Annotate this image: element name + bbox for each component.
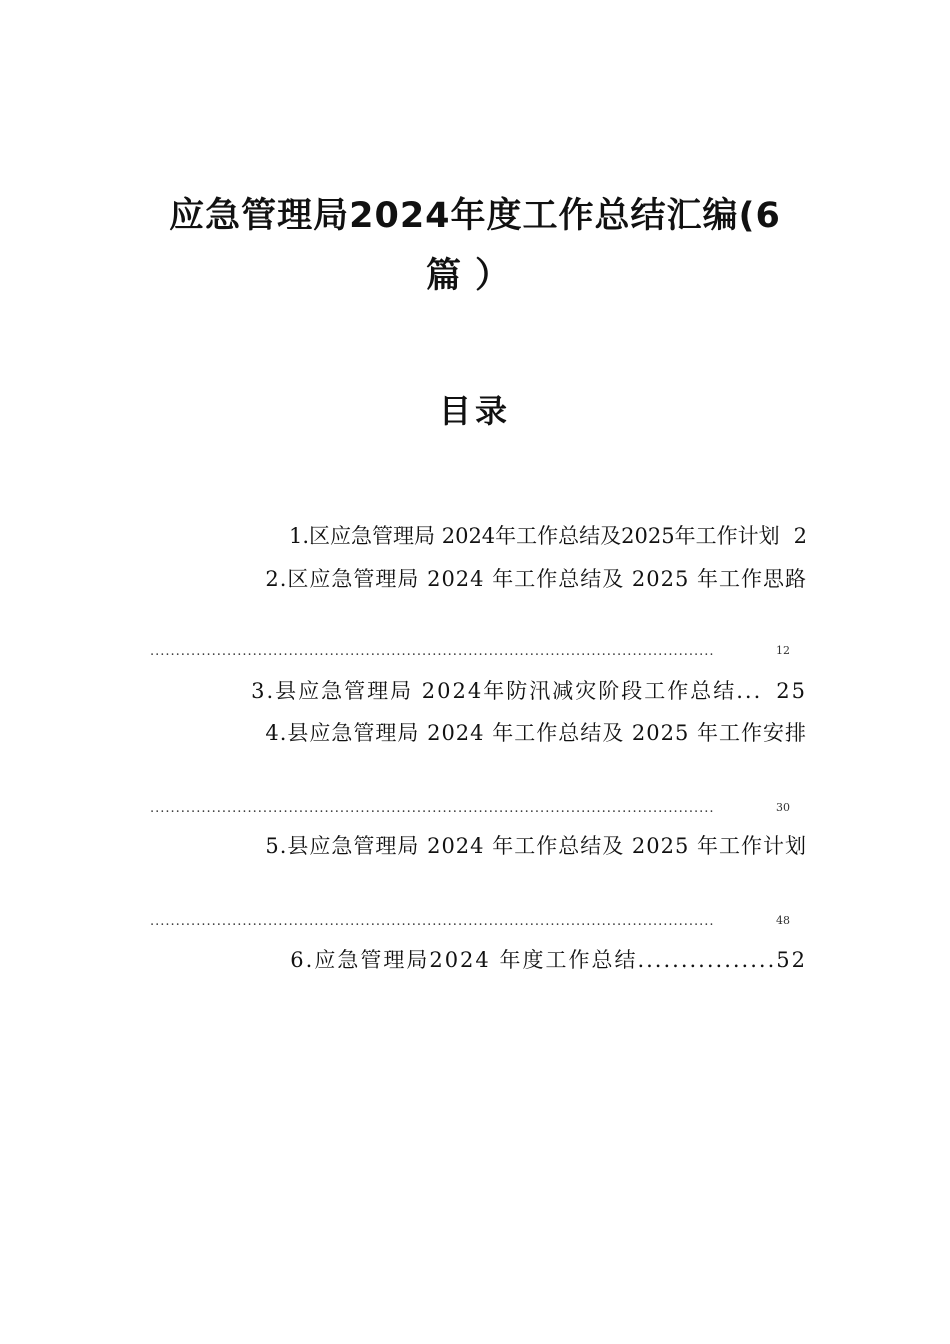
- toc-entry-text: 4.县应急管理局 2024 年工作总结及 2025 年工作安排: [265, 721, 807, 745]
- toc-dot-leader: ..............................................................................................................: [150, 645, 715, 658]
- toc-entry-1[interactable]: [289, 526, 807, 547]
- toc-dot-leader: ..............................................................................................................: [150, 802, 715, 815]
- toc-heading: 目录: [438, 392, 511, 430]
- toc-entry-page: 52: [776, 948, 807, 972]
- toc-entry-text: 6.应急管理局2024 年度工作总结................: [290, 948, 777, 972]
- toc-entry-3[interactable]: [251, 681, 807, 702]
- toc-entry-text: 1.区应急管理局 2024年工作总结及2025年工作计划: [289, 524, 780, 548]
- toc-entry-page: 2: [793, 524, 807, 548]
- toc-entry-2[interactable]: [265, 569, 807, 590]
- toc-entry-5[interactable]: [265, 836, 807, 857]
- toc-entry-text: 5.县应急管理局 2024 年工作总结及 2025 年工作计划: [265, 834, 807, 858]
- toc-entry-6[interactable]: [290, 950, 807, 971]
- toc-entry-page: 25: [776, 679, 807, 703]
- document-title-line-1: 应急管理局2024年度工作总结汇编(6: [169, 196, 781, 236]
- toc-entry-page: 30: [776, 801, 790, 814]
- toc-entry-page: 48: [776, 914, 790, 927]
- toc-entry-text: 3.县应急管理局 2024年防汛减灾阶段工作总结...: [251, 679, 763, 703]
- toc-entry-text: 2.区应急管理局 2024 年工作总结及 2025 年工作思路: [265, 567, 807, 591]
- document-title-line-2: 篇）: [425, 256, 524, 296]
- toc-dot-leader: ..............................................................................................................: [150, 915, 715, 928]
- toc-entry-page: 12: [776, 644, 790, 657]
- toc-entry-4[interactable]: [265, 723, 807, 744]
